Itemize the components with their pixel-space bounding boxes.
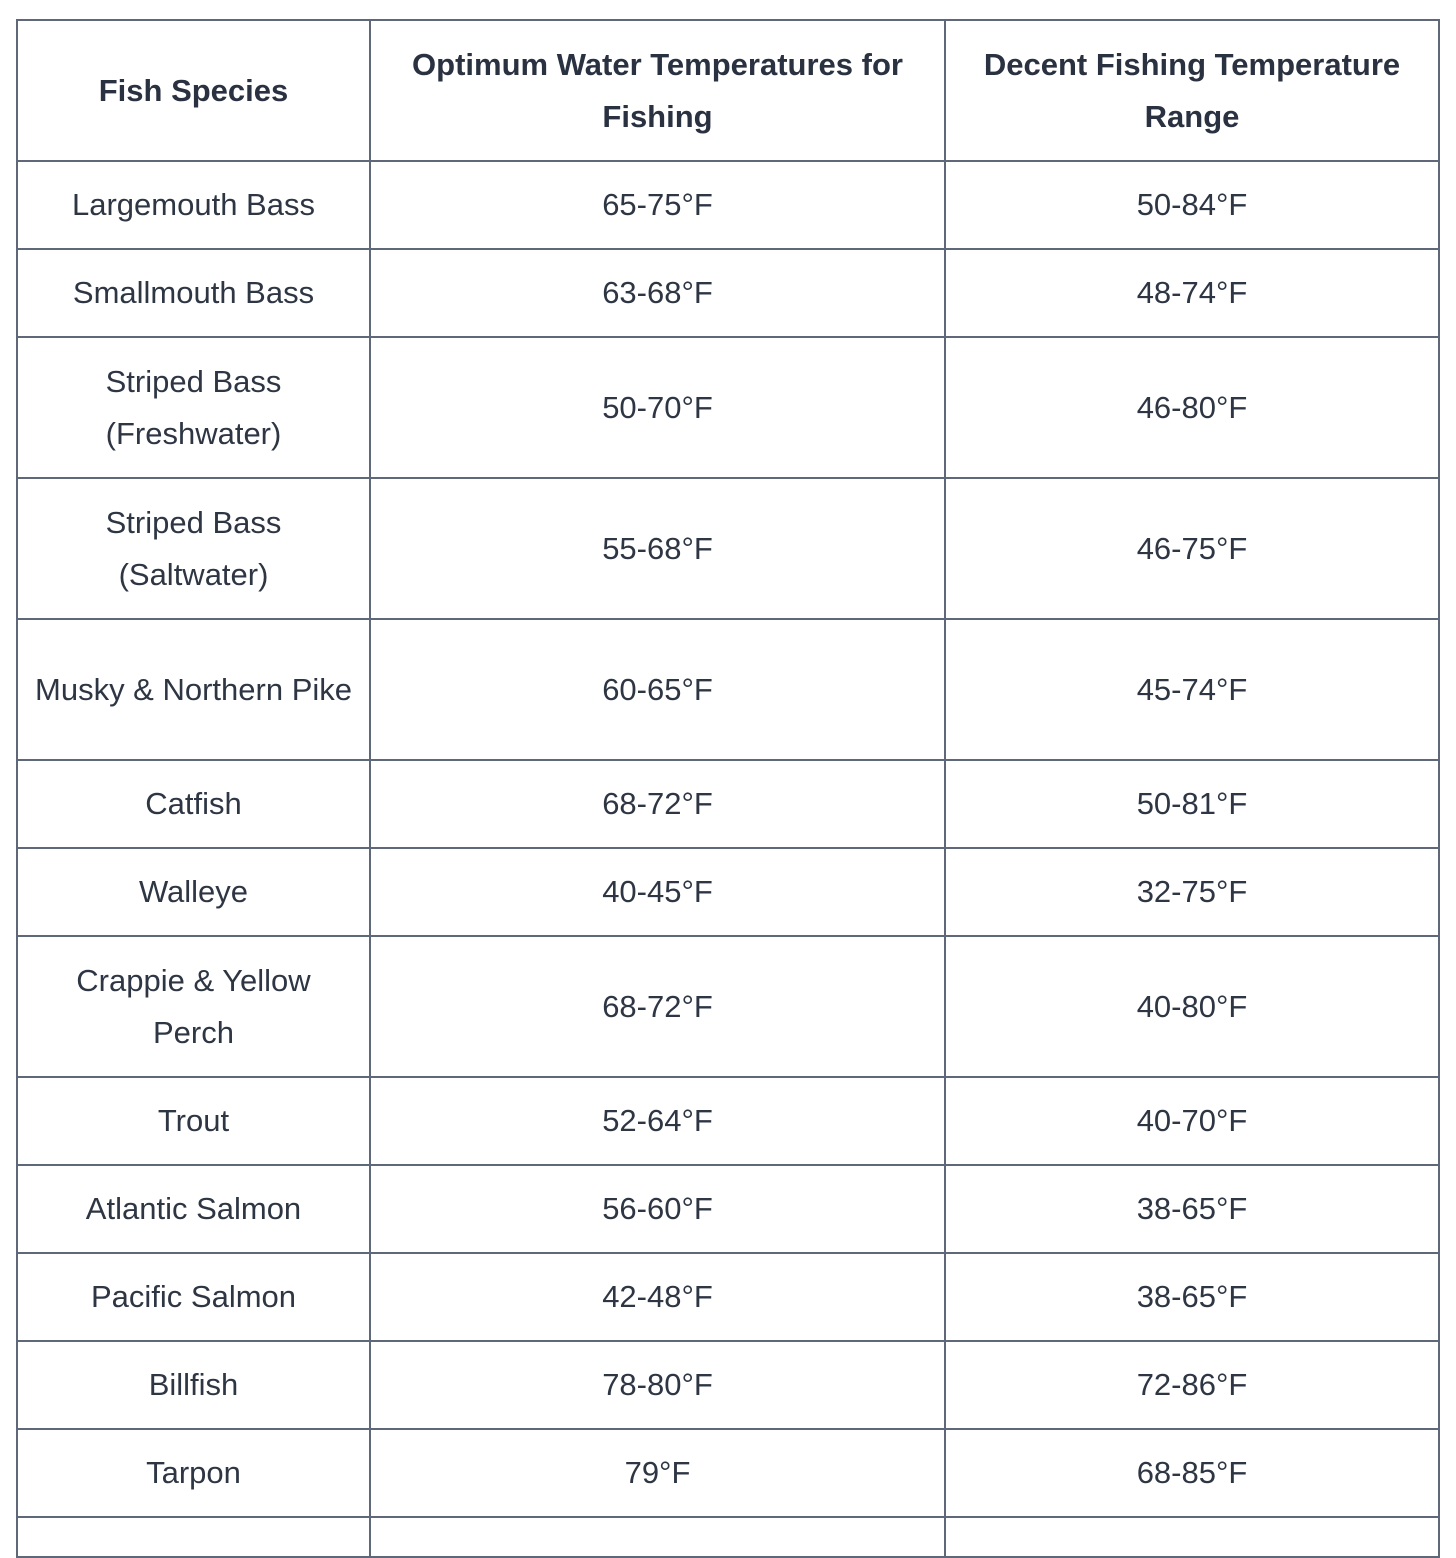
species-cell: Trout	[17, 1077, 370, 1165]
optimum-cell: 42-48°F	[370, 1253, 945, 1341]
table-row	[17, 936, 1439, 1077]
table-row	[17, 161, 1439, 249]
fish-temperature-table	[16, 19, 1440, 1558]
optimum-cell: 50-70°F	[370, 337, 945, 478]
range-cell: 40-80°F	[945, 936, 1439, 1077]
range-cell: 72-86°F	[945, 1341, 1439, 1429]
optimum-cell: 78-80°F	[370, 1341, 945, 1429]
table-row	[17, 848, 1439, 936]
optimum-cell-empty	[370, 1517, 945, 1557]
species-cell: Striped Bass (Freshwater)	[17, 337, 370, 478]
range-cell: 50-81°F	[945, 760, 1439, 848]
header-fish-species: Fish Species	[17, 20, 370, 161]
optimum-cell: 63-68°F	[370, 249, 945, 337]
table-row	[17, 760, 1439, 848]
table-row-partial	[17, 1517, 1439, 1557]
species-cell: Pacific Salmon	[17, 1253, 370, 1341]
header-optimum-temperature: Optimum Water Temperatures for Fishing	[370, 20, 945, 161]
table-header	[17, 20, 1439, 161]
range-cell: 32-75°F	[945, 848, 1439, 936]
species-cell: Atlantic Salmon	[17, 1165, 370, 1253]
range-cell: 45-74°F	[945, 619, 1439, 760]
table-row	[17, 1253, 1439, 1341]
optimum-cell: 60-65°F	[370, 619, 945, 760]
range-cell: 46-75°F	[945, 478, 1439, 619]
table-row	[17, 1165, 1439, 1253]
species-cell: Musky & Northern Pike	[17, 619, 370, 760]
optimum-cell: 65-75°F	[370, 161, 945, 249]
table-row	[17, 1077, 1439, 1165]
table-body	[17, 161, 1439, 1557]
species-cell-empty	[17, 1517, 370, 1557]
species-cell: Billfish	[17, 1341, 370, 1429]
optimum-cell: 68-72°F	[370, 760, 945, 848]
optimum-cell: 79°F	[370, 1429, 945, 1517]
table-row	[17, 478, 1439, 619]
optimum-cell: 55-68°F	[370, 478, 945, 619]
species-cell: Striped Bass (Saltwater)	[17, 478, 370, 619]
range-cell: 38-65°F	[945, 1165, 1439, 1253]
optimum-cell: 52-64°F	[370, 1077, 945, 1165]
species-cell: Walleye	[17, 848, 370, 936]
table-row	[17, 249, 1439, 337]
table-row	[17, 619, 1439, 760]
species-cell: Smallmouth Bass	[17, 249, 370, 337]
species-cell: Catfish	[17, 760, 370, 848]
range-cell: 48-74°F	[945, 249, 1439, 337]
range-cell: 68-85°F	[945, 1429, 1439, 1517]
table-row	[17, 1429, 1439, 1517]
species-cell: Tarpon	[17, 1429, 370, 1517]
range-cell: 38-65°F	[945, 1253, 1439, 1341]
species-cell: Largemouth Bass	[17, 161, 370, 249]
header-decent-range: Decent Fishing Temperature Range	[945, 20, 1439, 161]
table-row	[17, 1341, 1439, 1429]
optimum-cell: 56-60°F	[370, 1165, 945, 1253]
table-row	[17, 337, 1439, 478]
optimum-cell: 68-72°F	[370, 936, 945, 1077]
optimum-cell: 40-45°F	[370, 848, 945, 936]
range-cell: 40-70°F	[945, 1077, 1439, 1165]
range-cell-empty	[945, 1517, 1439, 1557]
header-row	[17, 20, 1439, 161]
range-cell: 50-84°F	[945, 161, 1439, 249]
range-cell: 46-80°F	[945, 337, 1439, 478]
species-cell: Crappie & Yellow Perch	[17, 936, 370, 1077]
